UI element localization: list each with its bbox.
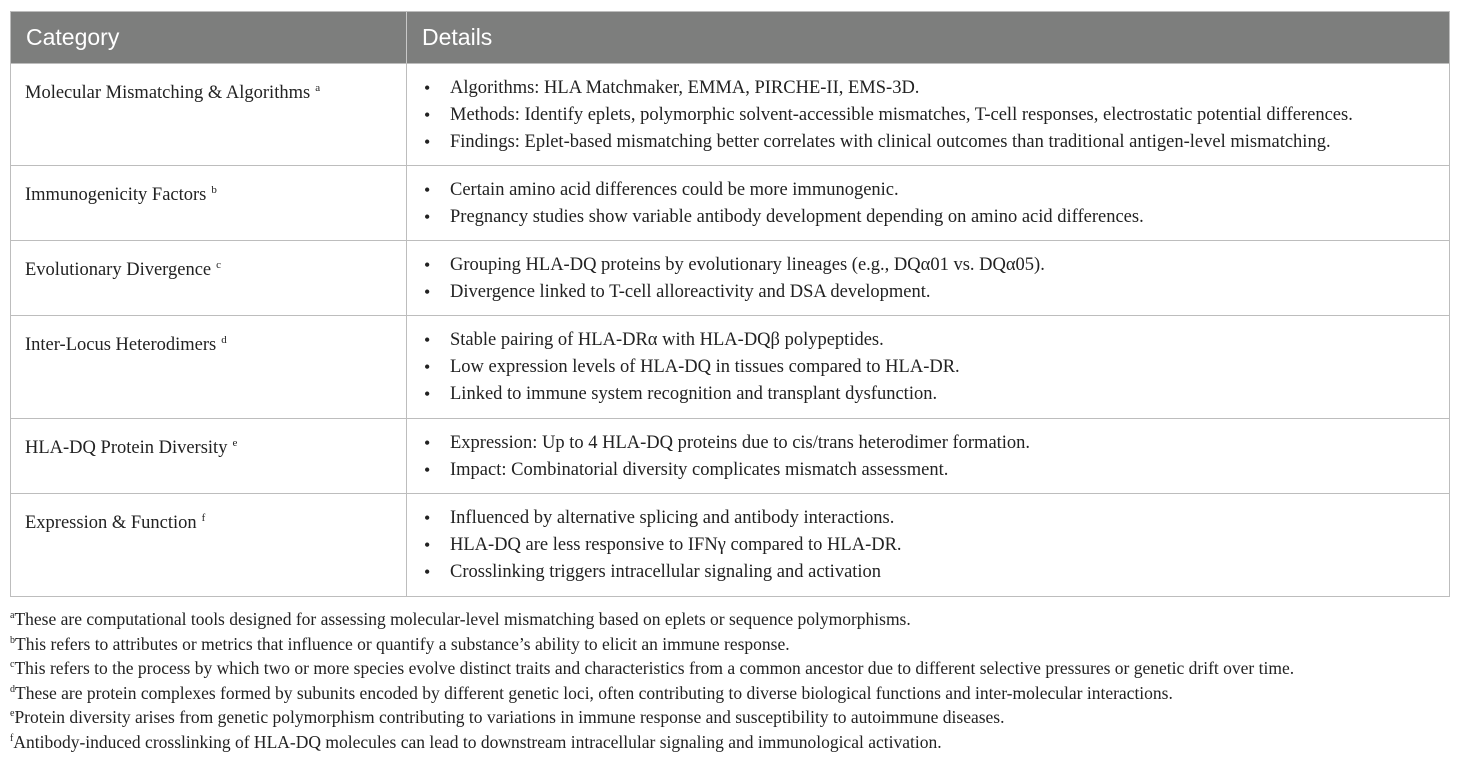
detail-item: • Influenced by alternative splicing and antibody interactions.: [407, 505, 1449, 532]
table-row: [11, 240, 1449, 315]
row-category: [11, 64, 407, 165]
footnote-mark: a: [315, 82, 321, 94]
category-label: Immunogenicity Factors: [25, 185, 207, 205]
header-details: Details: [422, 24, 493, 50]
row-details: [407, 419, 1449, 493]
category-label: HLA-DQ Protein Diversity: [25, 438, 228, 458]
detail-item: • Findings: Eplet-based mismatching better correlates with clinical outcomes than traditional antigen-level mismatching.: [407, 129, 1449, 156]
detail-item: • Grouping HLA-DQ proteins by evolutionary lineages (e.g., DQα01 vs. DQα05).: [407, 252, 1449, 279]
row-details: [407, 494, 1449, 596]
table-row: [11, 493, 1449, 596]
detail-item: • Linked to immune system recognition and transplant dysfunction.: [407, 381, 1449, 408]
footnote: [10, 727, 1450, 752]
footnote: [10, 604, 1450, 629]
category-label: Molecular Mismatching & Algorithms: [25, 83, 311, 103]
footnote-mark: d: [10, 683, 15, 695]
footnote-text: This refers to the process by which two or more species evolve distinct traits and characteristics from a common ancestor due to different selective pressures or genetic drift over time.: [14, 658, 1295, 678]
row-details: [407, 316, 1449, 418]
footnote-mark: c: [10, 659, 15, 670]
footnote-mark: b: [211, 184, 217, 196]
detail-item: • Expression: Up to 4 HLA-DQ proteins due to cis/trans heterodimer formation.: [407, 430, 1449, 457]
detail-item: • Divergence linked to T-cell alloreactivity and DSA development.: [407, 279, 1449, 306]
detail-item: • Methods: Identify eplets, polymorphic solvent-accessible mismatches, T-cell responses, electrostatic potential differences.: [407, 102, 1449, 129]
detail-item: • Pregnancy studies show variable antibody development depending on amino acid differences.: [407, 204, 1449, 231]
table-row: [11, 63, 1449, 165]
footnote-text: Antibody-induced crosslinking of HLA-DQ molecules can lead to downstream intracellular signaling and immunological activation.: [13, 731, 942, 752]
detail-item: • HLA-DQ are less responsive to IFNγ compared to HLA-DR.: [407, 532, 1449, 559]
table-row: [11, 315, 1449, 418]
row-details: [407, 241, 1449, 315]
row-category: [11, 494, 407, 596]
detail-item: • Algorithms: HLA Matchmaker, EMMA, PIRCHE-II, EMS-3D.: [407, 75, 1449, 102]
footnote-text: Protein diversity arises from genetic polymorphism contributing to variations in immune response and susceptibility to autoimmune diseases.: [14, 707, 1005, 727]
footnotes: [10, 604, 1450, 751]
footnote-text: This refers to attributes or metrics that influence or quantify a substance’s ability to elicit an immune response.: [15, 633, 790, 654]
hla-dq-table: [10, 11, 1450, 597]
footnote-mark: a: [10, 610, 15, 621]
footnote-text: These are computational tools designed for assessing molecular-level mismatching based on eplets or sequence polymorphisms.: [14, 609, 911, 629]
category-label: Evolutionary Divergence: [25, 260, 212, 280]
row-category: [11, 316, 407, 418]
row-category: [11, 419, 407, 493]
footnote-mark: f: [10, 732, 14, 744]
detail-item: • Stable pairing of HLA-DRα with HLA-DQβ polypeptides.: [407, 327, 1449, 354]
category-label: Inter-Locus Heterodimers: [25, 335, 217, 355]
footnote-mark: d: [221, 334, 227, 346]
footnote: [10, 702, 1450, 727]
detail-item: • Impact: Combinatorial diversity complicates mismatch assessment.: [407, 457, 1449, 484]
detail-item: • Crosslinking triggers intracellular signaling and activation: [407, 559, 1449, 586]
row-category: [11, 241, 407, 315]
footnote-mark: e: [10, 708, 15, 719]
table-row: [11, 165, 1449, 240]
category-label: Expression & Function: [25, 513, 197, 533]
footnote-mark: e: [232, 437, 238, 449]
detail-item: • Certain amino acid differences could be more immunogenic.: [407, 177, 1449, 204]
row-category: [11, 166, 407, 240]
footnote: [10, 653, 1450, 678]
header-category: Category: [11, 12, 407, 63]
footnote-mark: f: [201, 512, 206, 524]
footnote-mark: c: [216, 259, 222, 271]
row-details: [407, 64, 1449, 165]
table-row: [11, 418, 1449, 493]
detail-item: • Low expression levels of HLA-DQ in tissues compared to HLA-DR.: [407, 354, 1449, 381]
footnote-text: These are protein complexes formed by subunits encoded by different genetic loci, often contributing to diverse biological functions and inter-molecular interactions.: [15, 682, 1173, 703]
row-details: [407, 166, 1449, 240]
footnote: [10, 629, 1450, 654]
footnote-mark: b: [10, 634, 15, 646]
footnote: [10, 678, 1450, 703]
table-header: [11, 12, 1449, 63]
